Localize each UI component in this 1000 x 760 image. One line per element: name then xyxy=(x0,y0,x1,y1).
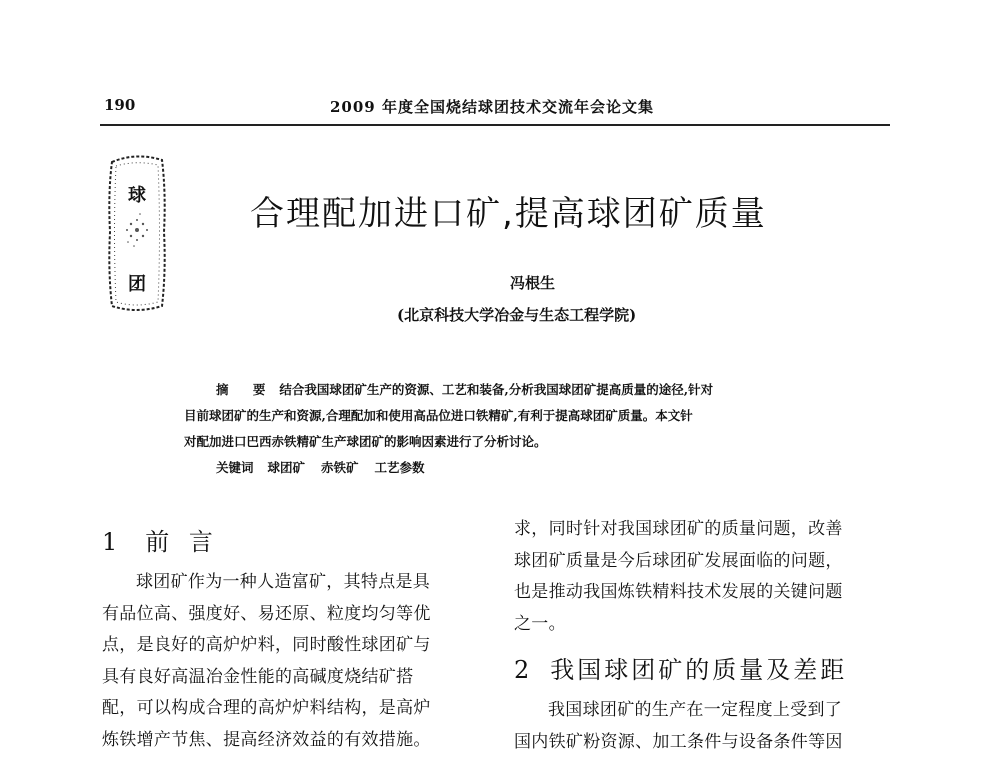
author-affiliation: (北京科技大学冶金与生态工程学院) xyxy=(397,306,637,324)
keywords-line xyxy=(216,458,441,476)
keyword: 工艺参数 xyxy=(374,460,425,475)
emblem-char-group: 团 xyxy=(128,274,146,295)
abstract-label: 摘 要 xyxy=(216,382,276,397)
page-number: 190 xyxy=(104,96,136,114)
section-2-number: 2 xyxy=(514,656,533,684)
abstract-line-2: 目前球团矿的生产和资源,合理配加和使用高品位进口铁精矿,有利于提高球团矿质量。本文针 xyxy=(184,408,693,423)
body-line: 之一。 xyxy=(514,613,566,634)
section-1-heading xyxy=(102,522,482,557)
body-line: 具有良好高温冶金性能的高碱度烧结矿搭 xyxy=(102,666,414,687)
keyword: 赤铁矿 xyxy=(321,460,359,475)
abstract-text-1: 结合我国球团矿生产的资源、工艺和装备,分析我国球团矿提高质量的途径,针对 xyxy=(279,382,714,397)
emblem-ornament xyxy=(126,213,148,247)
right-column xyxy=(514,514,894,758)
paper-title: 合理配加进口矿,提高球团矿质量 xyxy=(250,194,767,234)
section-2-title: 我国球团矿的质量及差距 xyxy=(550,656,848,684)
section-1-number: 1 xyxy=(102,528,124,556)
body-line: 国内铁矿粉资源、加工条件与设备条件等因 xyxy=(514,731,843,752)
body-line: 炼铁增产节焦、提高经济效益的有效措施。 xyxy=(102,729,431,750)
body-line: 球团矿质量是今后球团矿发展面临的问题， xyxy=(514,550,843,571)
body-line: 也是推动我国炼铁精料技术发展的关键问题 xyxy=(514,582,843,602)
emblem-char-ball: 球 xyxy=(128,185,146,206)
body-line: 球团矿作为一种人造富矿，其特点是具 xyxy=(136,572,431,592)
author-name: 冯根生 xyxy=(510,274,556,292)
section-2-heading xyxy=(514,650,894,685)
body-line: 配，可以构成合理的高炉炉料结构，是高炉 xyxy=(102,698,431,718)
section-1-title: 前 言 xyxy=(145,528,219,556)
abstract-line-1 xyxy=(216,380,713,398)
journal-title: 2009 年度全国烧结球团技术交流年会论文集 xyxy=(330,98,654,116)
keyword: 球团矿 xyxy=(267,460,306,475)
left-column xyxy=(102,522,482,756)
abstract-line-3: 对配加进口巴西赤铁精矿生产球团矿的影响因素进行了分析讨论。 xyxy=(184,434,547,449)
header-rule xyxy=(100,124,890,126)
keywords-label: 关键词 xyxy=(216,460,254,475)
body-line: 我国球团矿的生产在一定程度上受到了 xyxy=(548,700,843,720)
body-line: 有品位高、强度好、易还原、粒度均匀等优 xyxy=(102,603,431,624)
body-line: 求，同时针对我国球团矿的质量问题，改善 xyxy=(514,519,843,539)
body-line: 点，是良好的高炉炉料，同时酸性球团矿与 xyxy=(102,635,431,655)
